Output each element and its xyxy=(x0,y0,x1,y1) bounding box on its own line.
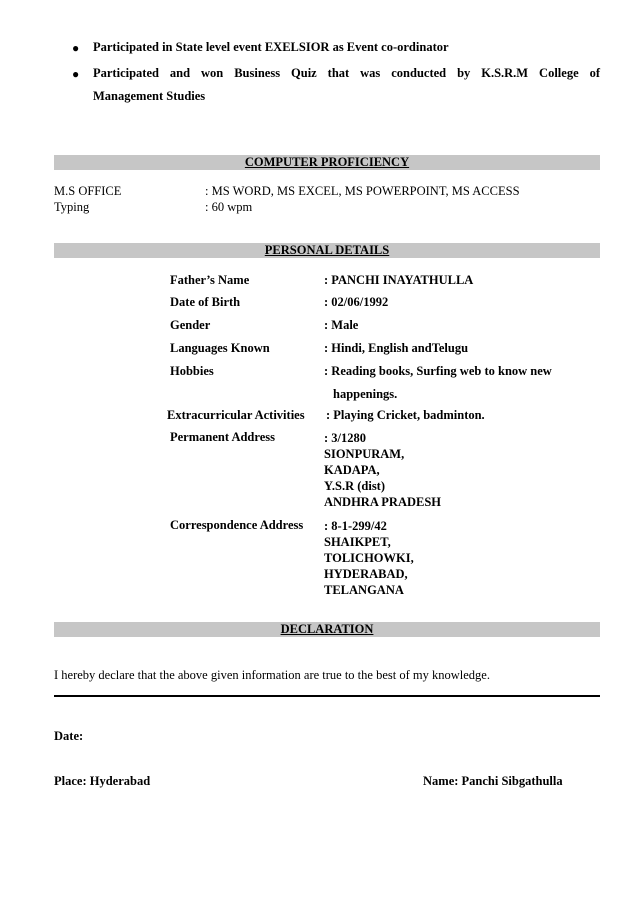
section-heading-computer: COMPUTER PROFICIENCY xyxy=(54,155,600,170)
field-label-gender: Gender xyxy=(170,318,211,332)
correspondence-address-block xyxy=(324,518,414,598)
address-line: : 3/1280 xyxy=(324,431,367,445)
field-value-father: : PANCHI INAYATHULLA xyxy=(324,273,474,287)
declaration-text: I hereby declare that the above given information are true to the best of my knowledge. xyxy=(54,668,490,682)
address-line: SIONPURAM, xyxy=(324,447,405,461)
field-value-gender: : Male xyxy=(324,318,359,332)
achievement-item-continued: Management Studies xyxy=(93,89,206,103)
place-label: Place: xyxy=(54,774,87,788)
place-field xyxy=(54,774,150,789)
section-heading-personal: PERSONAL DETAILS xyxy=(54,243,600,258)
address-line: SHAIKPET, xyxy=(324,535,391,549)
skill-value: : 60 wpm xyxy=(205,200,253,214)
field-label-permanent-address: Permanent Address xyxy=(170,430,275,444)
skill-label: Typing xyxy=(54,200,90,214)
bullet-icon: ● xyxy=(72,41,80,55)
name-field xyxy=(423,774,563,789)
address-line: : 8-1-299/42 xyxy=(324,519,387,533)
address-line: TELANGANA xyxy=(324,583,404,597)
achievement-item: Participated in State level event EXELSIOR as Event co-ordinator xyxy=(93,40,449,54)
field-label-languages: Languages Known xyxy=(170,341,270,355)
field-value-extracurricular: : Playing Cricket, badminton. xyxy=(326,408,485,422)
name-label: Name: xyxy=(423,774,459,788)
date-label: Date: xyxy=(54,729,84,743)
section-heading-declaration: DECLARATION xyxy=(54,622,600,637)
address-line: Y.S.R (dist) xyxy=(324,479,386,493)
field-label-father: Father’s Name xyxy=(170,273,250,287)
address-line: HYDERABAD, xyxy=(324,567,408,581)
field-value-hobbies-continued: happenings. xyxy=(333,387,398,401)
field-label-dob: Date of Birth xyxy=(170,295,241,309)
field-label-correspondence-address: Correspondence Address xyxy=(170,518,304,532)
field-label-extracurricular: Extracurricular Activities xyxy=(167,408,305,422)
address-line: TOLICHOWKI, xyxy=(324,551,414,565)
horizontal-divider xyxy=(54,695,600,697)
skill-label: M.S OFFICE xyxy=(54,184,122,198)
field-value-languages: : Hindi, English andTelugu xyxy=(324,341,469,355)
bullet-icon: ● xyxy=(72,67,80,81)
address-line: ANDHRA PRADESH xyxy=(324,495,442,509)
name-value: Panchi Sibgathulla xyxy=(461,774,563,788)
field-value-dob: : 02/06/1992 xyxy=(324,295,389,309)
field-value-hobbies: : Reading books, Surfing web to know new xyxy=(324,364,552,378)
achievement-item: Participated and won Business Quiz that was conducted by K.S.R.M College of xyxy=(93,66,600,80)
permanent-address-block xyxy=(324,430,441,510)
place-value: Hyderabad xyxy=(89,774,151,788)
field-label-hobbies: Hobbies xyxy=(170,364,214,378)
skill-value: : MS WORD, MS EXCEL, MS POWERPOINT, MS ACCESS xyxy=(205,184,520,198)
address-line: KADAPA, xyxy=(324,463,380,477)
